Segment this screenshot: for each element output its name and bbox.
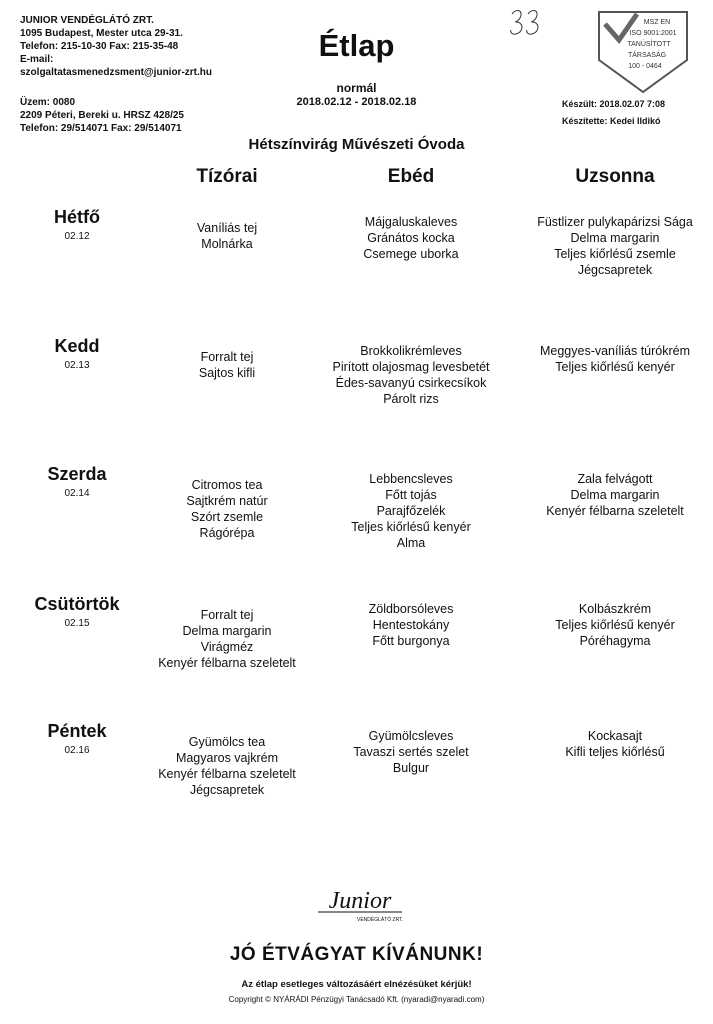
menu-cell-uzsonna: [495, 601, 713, 649]
plant-id: Üzem: 0080: [20, 97, 76, 108]
cert-line-4: TÁRSASÁG: [627, 52, 667, 59]
apology-note: Az étlap esetleges változásáért elnézésüket kérjük!: [241, 979, 472, 990]
company-email: szolgaltatasmenedzsment@junior-zrt.hu: [20, 67, 212, 78]
menu-item: Párolt rizs: [383, 392, 439, 406]
menu-item: Zöldborsóleves: [368, 602, 454, 616]
menu-item: Teljes kiőrlésű zsemle: [554, 247, 676, 261]
day-date: 02.13: [64, 360, 90, 371]
greeting: JÓ ÉTVÁGYAT KÍVÁNUNK!: [229, 944, 484, 965]
cert-line-1: MSZ EN: [643, 19, 671, 26]
column-header-uzsonna: Uzsonna: [575, 166, 655, 187]
menu-item: Molnárka: [201, 237, 253, 251]
menu-item: Gyümölcs tea: [188, 735, 266, 749]
menu-item: Májgaluskaleves: [364, 215, 458, 229]
day-date: 02.12: [64, 231, 90, 242]
menu-item: Kifli teljes kiőrlésű: [565, 745, 665, 759]
company-phone: Telefon: 215-10-30 Fax: 215-35-48: [20, 41, 179, 52]
menu-item: Kenyér félbarna szeletelt: [158, 767, 296, 781]
menu-item: Póréhagyma: [579, 634, 651, 648]
menu-item: Édes-savanyú csirkecsíkok: [335, 376, 487, 390]
menu-item: Virágméz: [200, 640, 254, 654]
menu-item: Szórt zsemle: [190, 510, 264, 524]
menu-item: Gránátos kocka: [367, 231, 455, 245]
menu-item: Alma: [396, 536, 426, 550]
plant-address: 2209 Péteri, Bereki u. HRSZ 428/25: [20, 110, 184, 121]
menu-item: Jégcsapretek: [577, 263, 653, 277]
day-name: Hétfő: [54, 207, 100, 227]
menu-item: Rágórépa: [199, 526, 255, 540]
handwritten-number: [508, 6, 548, 42]
menu-item: Lebbencsleves: [369, 472, 453, 486]
cert-line-2: ISO 9001:2001: [629, 30, 677, 37]
junior-logo: [310, 882, 410, 926]
menu-item: Sajtos kifli: [198, 366, 256, 380]
menu-item: Delma margarin: [570, 231, 660, 245]
company-address: 1095 Budapest, Mester utca 29-31.: [20, 28, 183, 39]
menu-item: Kockasajt: [587, 729, 643, 743]
menu-type: normál: [336, 81, 377, 95]
company-email-label: E-mail:: [20, 54, 54, 65]
menu-item: Füstlizer pulykapárizsi Sága: [537, 215, 693, 229]
column-header-ebed: Ebéd: [387, 166, 435, 187]
menu-item: Teljes kiőrlésű kenyér: [555, 360, 675, 374]
menu-item: Hentestokány: [372, 618, 450, 632]
menu-item: Jégcsapretek: [189, 783, 265, 797]
menu-item: Tavaszi sertés szelet: [353, 745, 469, 759]
author: Készítette: Kedei Ildikó: [562, 116, 661, 126]
column-header-tizorai: Tízórai: [196, 166, 258, 187]
menu-item: Teljes kiőrlésű kenyér: [351, 520, 471, 534]
page-title: Étlap: [318, 28, 395, 63]
menu-item: Brokkolikrémleves: [360, 344, 462, 358]
menu-item: Pirított olajosmag levesbetét: [332, 360, 490, 374]
menu-item: Meggyes-vaníliás túrókrém: [539, 344, 691, 358]
cert-line-5: 100 - 0464: [628, 63, 662, 70]
menu-item: Delma margarin: [570, 488, 660, 502]
date-range: 2018.02.12 - 2018.02.18: [296, 96, 417, 108]
menu-item: Kenyér félbarna szeletelt: [158, 656, 296, 670]
menu-item: Bulgur: [392, 761, 430, 775]
menu-item: Csemege uborka: [363, 247, 459, 261]
menu-item: Delma margarin: [182, 624, 272, 638]
menu-item: Magyaros vajkrém: [175, 751, 279, 765]
menu-item: Citromos tea: [191, 478, 263, 492]
menu-cell-uzsonna: [495, 343, 713, 375]
menu-cell-uzsonna: [495, 471, 713, 519]
logo-subtext: VENDÉGLÁTÓ ZRT.: [356, 917, 404, 923]
menu-item: Kenyér félbarna szeletelt: [546, 504, 684, 518]
menu-cell-uzsonna: [495, 214, 713, 278]
plant-phone: Telefon: 29/514071 Fax: 29/514071: [20, 123, 182, 134]
menu-item: Főtt burgonya: [372, 634, 450, 648]
menu-item: Vaníliás tej: [196, 221, 258, 235]
menu-item: Kolbászkrém: [578, 602, 652, 616]
day-name: Kedd: [54, 336, 100, 356]
menu-cell-uzsonna: [495, 728, 713, 760]
day-name: Szerda: [47, 464, 107, 484]
menu-item: Teljes kiőrlésű kenyér: [555, 618, 675, 632]
logo-text: Junior: [328, 888, 392, 914]
company-name: JUNIOR VENDÉGLÁTÓ ZRT.: [20, 15, 154, 26]
menu-item: Főtt tojás: [385, 488, 437, 502]
menu-item: Forralt tej: [200, 350, 254, 364]
day-name: Csütörtök: [34, 594, 120, 614]
day-name: Péntek: [47, 721, 107, 741]
institution-name: Hétszínvirág Művészeti Óvoda: [248, 136, 465, 153]
menu-item: Sajtkrém natúr: [186, 494, 268, 508]
day-date: 02.16: [64, 745, 90, 756]
menu-item: Forralt tej: [200, 608, 254, 622]
menu-item: Gyümölcsleves: [368, 729, 454, 743]
day-date: 02.15: [64, 618, 90, 629]
menu-item: Parajfőzelék: [376, 504, 446, 518]
menu-item: Zala felvágott: [577, 472, 653, 486]
copyright: Copyright © NYÁRÁDI Pénzügyi Tanácsadó Kft. (nyaradi@nyaradi.com): [228, 995, 485, 1004]
iso-certificate-logo: [597, 10, 689, 94]
created-date: Készült: 2018.02.07 7:08: [562, 99, 666, 109]
day-date: 02.14: [64, 488, 90, 499]
cert-line-3: TANÚSÍTOTT: [627, 41, 671, 48]
